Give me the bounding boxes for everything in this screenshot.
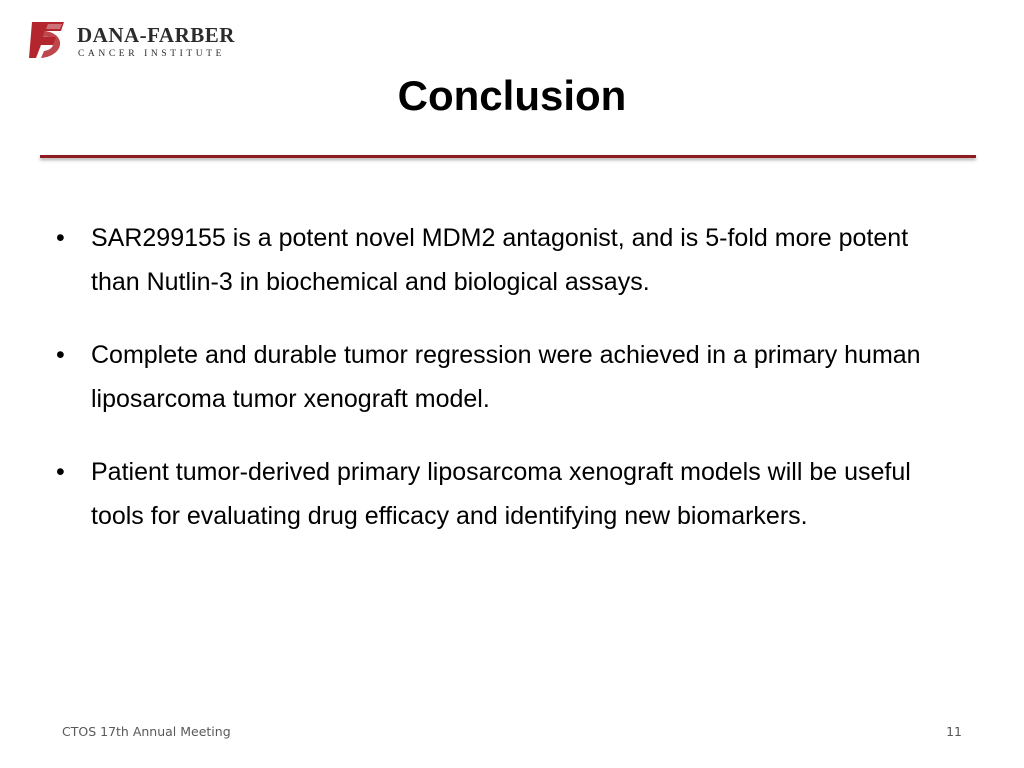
footer-meeting: CTOS 17th Annual Meeting bbox=[62, 724, 231, 739]
logo-name: DANA-FARBER bbox=[77, 23, 235, 47]
logo-subtitle: CANCER INSTITUTE bbox=[78, 49, 226, 59]
bullet-item bbox=[52, 333, 957, 421]
bullet-text: SAR299155 is a potent novel MDM2 antagonist, and is 5-fold more potent than Nutlin-3 in biochemical and biological assays. bbox=[91, 224, 909, 296]
bullet-marker-icon: • bbox=[56, 458, 65, 486]
bullet-marker-icon: • bbox=[56, 224, 65, 252]
bullet-list bbox=[52, 216, 957, 567]
page-number: 11 bbox=[946, 724, 962, 739]
title-divider bbox=[40, 155, 976, 158]
bullet-marker-icon: • bbox=[56, 341, 65, 369]
bullet-text: Patient tumor-derived primary liposarcoma xenograft models will be useful tools for evaluating drug efficacy and identifying new biomarkers. bbox=[91, 458, 911, 530]
slide-title: Conclusion bbox=[397, 72, 627, 119]
bullet-item bbox=[52, 450, 957, 538]
dana-farber-logo-mark-icon bbox=[29, 20, 67, 60]
bullet-item bbox=[52, 216, 957, 304]
bullet-text: Complete and durable tumor regression were achieved in a primary human liposarcoma tumor xenograft model. bbox=[91, 341, 921, 413]
dana-farber-logo bbox=[29, 20, 239, 62]
